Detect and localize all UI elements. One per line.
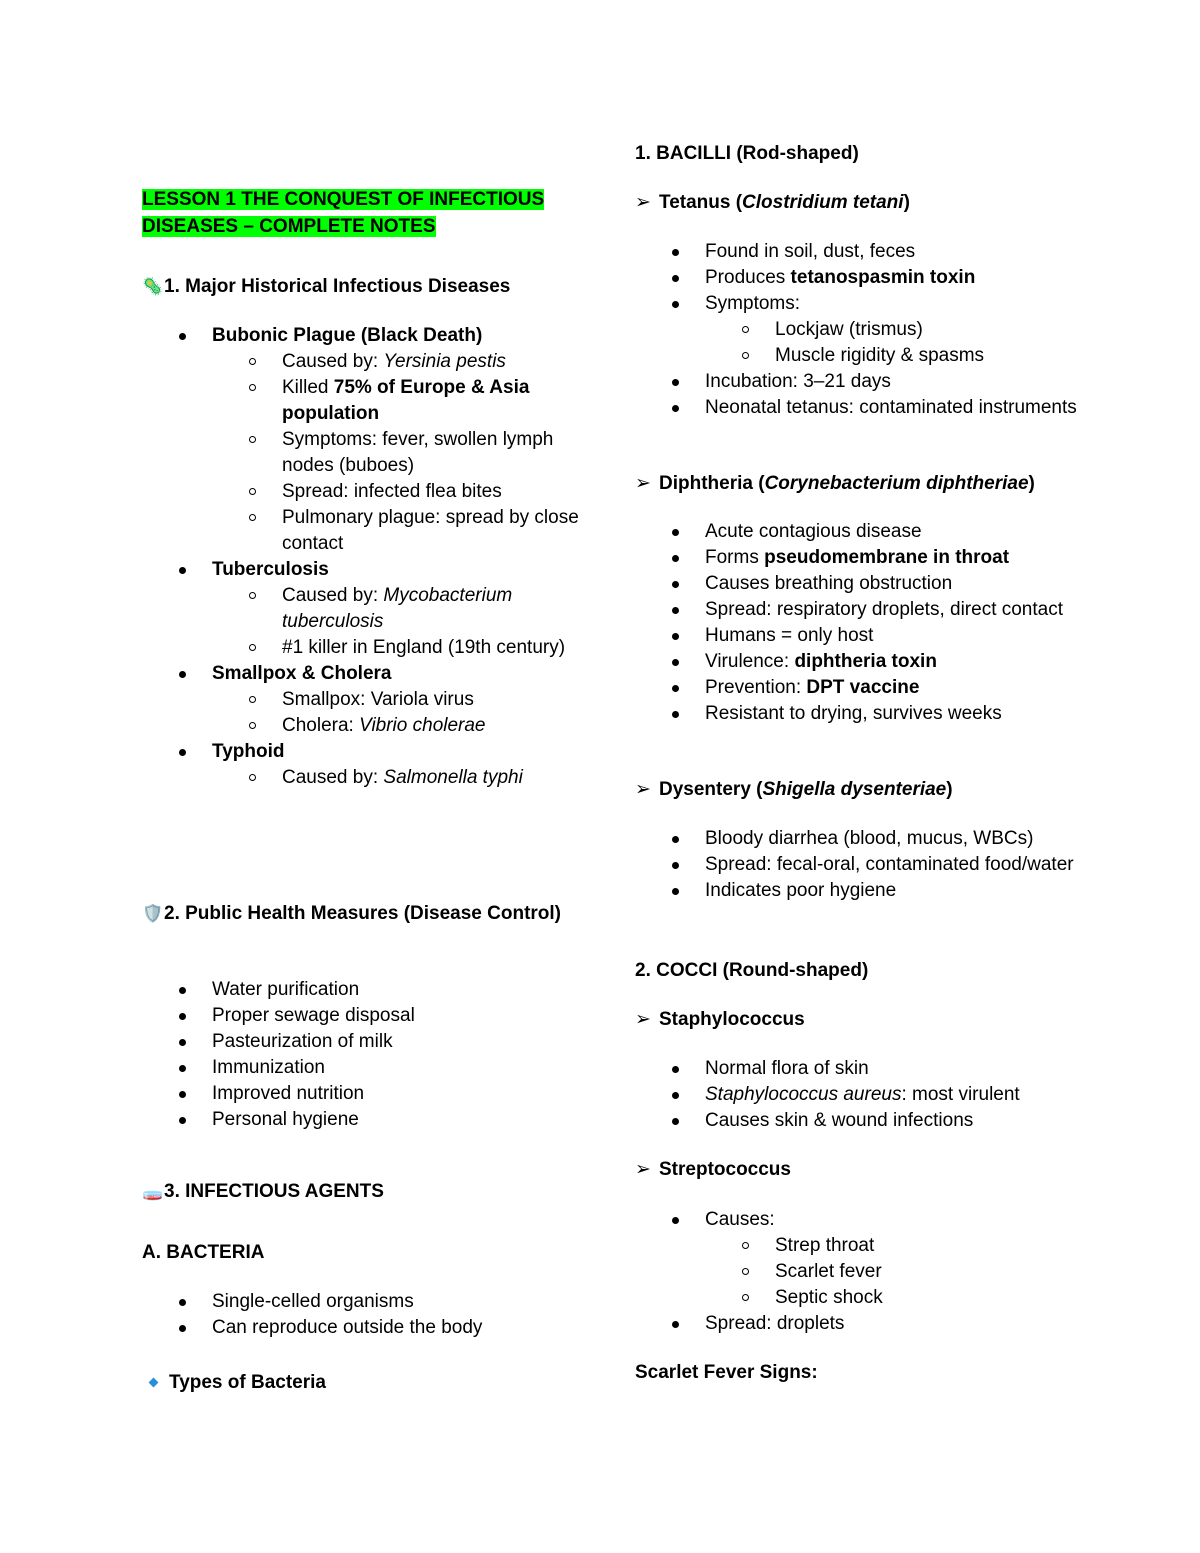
- list-item: [635, 1207, 1085, 1311]
- list-item: [212, 349, 582, 375]
- plague-label: Bubonic Plague (Black Death): [212, 325, 483, 346]
- tetanus-close: ): [903, 192, 910, 213]
- shield-icon: 🛡️: [142, 904, 164, 923]
- section-2-heading-text: 2. Public Health Measures (Disease Control): [164, 903, 562, 924]
- list-item: [635, 545, 1085, 571]
- scarlet-fever-heading: Scarlet Fever Signs:: [635, 1362, 818, 1383]
- section-1-heading: [142, 274, 510, 299]
- list-item: Bloody diarrhea (blood, mucus, WBCs): [635, 826, 1085, 852]
- list-item: Smallpox: Variola virus: [212, 687, 582, 713]
- smallpox-label: Smallpox & Cholera: [212, 663, 392, 684]
- list-item: [635, 649, 1085, 675]
- diphtheria-heading: [635, 471, 1035, 496]
- diphtheria-name: Diphtheria (: [659, 473, 765, 494]
- list-item: Spread: droplets: [635, 1311, 1085, 1337]
- tb-label: Tuberculosis: [212, 559, 329, 580]
- list-item: Acute contagious disease: [635, 519, 1085, 545]
- arrow-icon: ➢: [635, 1159, 651, 1180]
- dysentery-heading: [635, 777, 953, 802]
- cocci-heading: 2. COCCI (Round-shaped): [635, 960, 869, 981]
- diphtheria-agent: Corynebacterium diphtheriae: [764, 473, 1029, 494]
- dysentery-name: Dysentery (: [659, 779, 763, 800]
- list-item: Spread: infected flea bites: [212, 479, 582, 505]
- list-item: Normal flora of skin: [635, 1056, 1085, 1082]
- list-item: Proper sewage disposal: [142, 1003, 582, 1029]
- list-item: [212, 375, 582, 427]
- types-of-bacteria-text: Types of Bacteria: [169, 1372, 326, 1393]
- section-1-heading-text: 1. Major Historical Infectious Diseases: [164, 276, 511, 297]
- list-item: Personal hygiene: [142, 1107, 582, 1133]
- tb-agent: Mycobacterium tuberculosis: [282, 585, 513, 632]
- arrow-icon: ➢: [635, 192, 651, 213]
- tetanus-heading: [635, 190, 910, 215]
- list-item: Can reproduce outside the body: [142, 1315, 582, 1341]
- arrow-icon: ➢: [635, 1009, 651, 1030]
- dysentery-agent: Shigella dysenteriae: [762, 779, 947, 800]
- list-item: [635, 675, 1085, 701]
- tetanus-symptoms-label: Symptoms:: [705, 293, 801, 314]
- typhoid-cause-prefix: Caused by:: [282, 767, 384, 788]
- list-item: [212, 713, 582, 739]
- list-item: Lockjaw (trismus): [705, 317, 1085, 343]
- staph-list: [635, 1056, 1085, 1134]
- bacteria-list: [142, 1289, 582, 1341]
- section-3-heading: [142, 1179, 384, 1204]
- list-item: Causes breathing obstruction: [635, 571, 1085, 597]
- staph-name: Staphylococcus: [659, 1009, 805, 1030]
- petri-dish-icon: 🧫: [142, 1182, 164, 1201]
- strep-causes-label: Causes:: [705, 1209, 775, 1230]
- cholera-agent: Vibrio cholerae: [359, 715, 486, 736]
- list-item: [142, 661, 582, 739]
- bacteria-subheading: A. BACTERIA: [142, 1242, 265, 1263]
- list-item: [212, 583, 582, 635]
- virulence-prefix: Virulence:: [705, 651, 795, 672]
- strep-heading: [635, 1157, 791, 1182]
- list-item: [142, 739, 582, 791]
- list-item: Neonatal tetanus: contaminated instruments: [635, 395, 1085, 421]
- virulence-bold: diphtheria toxin: [794, 651, 937, 672]
- dysentery-list: [635, 826, 1085, 904]
- prevention-bold: DPT vaccine: [806, 677, 920, 698]
- staph-heading: [635, 1007, 805, 1032]
- tetanus-list: [635, 239, 1085, 421]
- list-item: Resistant to drying, survives weeks: [635, 701, 1085, 727]
- aureus-agent: Staphylococcus aureus: [705, 1084, 902, 1105]
- list-item: Pulmonary plague: spread by close contact: [212, 505, 582, 557]
- typhoid-label: Typhoid: [212, 741, 285, 762]
- microbe-icon: 🦠: [142, 277, 164, 296]
- list-item: [635, 265, 1085, 291]
- measures-list: [142, 977, 582, 1133]
- list-item: Immunization: [142, 1055, 582, 1081]
- diphtheria-close: ): [1028, 473, 1035, 494]
- list-item: [212, 765, 582, 791]
- arrow-icon: ➢: [635, 473, 651, 494]
- produces-prefix: Produces: [705, 267, 791, 288]
- types-of-bacteria-heading: [142, 1370, 326, 1395]
- list-item: [142, 557, 582, 661]
- list-item: Spread: fecal-oral, contaminated food/water: [635, 852, 1085, 878]
- list-item: Found in soil, dust, feces: [635, 239, 1085, 265]
- disease-list: [142, 323, 582, 791]
- list-item: Single-celled organisms: [142, 1289, 582, 1315]
- arrow-icon: ➢: [635, 779, 651, 800]
- tetanus-agent: Clostridium tetani: [742, 192, 904, 213]
- forms-prefix: Forms: [705, 547, 765, 568]
- title-line-1: LESSON 1 THE CONQUEST OF INFECTIOUS: [142, 189, 545, 210]
- plague-cause-prefix: Caused by:: [282, 351, 384, 372]
- list-item: #1 killer in England (19th century): [212, 635, 582, 661]
- list-item: Causes skin & wound infections: [635, 1108, 1085, 1134]
- aureus-rest: : most virulent: [901, 1084, 1020, 1105]
- produces-bold: tetanospasmin toxin: [790, 267, 976, 288]
- list-item: Incubation: 3–21 days: [635, 369, 1085, 395]
- lesson-title: [142, 186, 582, 240]
- list-item: Humans = only host: [635, 623, 1085, 649]
- forms-bold: pseudomembrane in throat: [764, 547, 1010, 568]
- plague-killed-prefix: Killed: [282, 377, 334, 398]
- list-item: Pasteurization of milk: [142, 1029, 582, 1055]
- list-item: Water purification: [142, 977, 582, 1003]
- strep-name: Streptococcus: [659, 1159, 791, 1180]
- list-item: [635, 291, 1085, 369]
- strep-list: [635, 1207, 1085, 1337]
- diamond-icon: [149, 1378, 159, 1388]
- list-item: Muscle rigidity & spasms: [705, 343, 1085, 369]
- list-item: Scarlet fever: [705, 1259, 1085, 1285]
- title-line-2: DISEASES – COMPLETE NOTES: [142, 216, 436, 237]
- dysentery-close: ): [946, 779, 953, 800]
- list-item: Strep throat: [705, 1233, 1085, 1259]
- list-item: [142, 323, 582, 557]
- list-item: Septic shock: [705, 1285, 1085, 1311]
- section-3-heading-text: 3. INFECTIOUS AGENTS: [164, 1181, 384, 1202]
- list-item: [635, 1082, 1085, 1108]
- plague-agent: Yersinia pestis: [383, 351, 506, 372]
- plague-killed-bold: 75% of Europe & Asia population: [282, 377, 530, 424]
- list-item: Improved nutrition: [142, 1081, 582, 1107]
- prevention-prefix: Prevention:: [705, 677, 807, 698]
- bacilli-heading: 1. BACILLI (Rod-shaped): [635, 143, 859, 164]
- typhoid-agent: Salmonella typhi: [383, 767, 523, 788]
- cholera-prefix: Cholera:: [282, 715, 360, 736]
- list-item: Spread: respiratory droplets, direct contact: [635, 597, 1085, 623]
- list-item: Symptoms: fever, swollen lymph nodes (buboes): [212, 427, 582, 479]
- section-2-heading: [142, 901, 562, 926]
- tb-cause-prefix: Caused by:: [282, 585, 384, 606]
- tetanus-name: Tetanus (: [659, 192, 743, 213]
- diphtheria-list: [635, 519, 1085, 727]
- list-item: Indicates poor hygiene: [635, 878, 1085, 904]
